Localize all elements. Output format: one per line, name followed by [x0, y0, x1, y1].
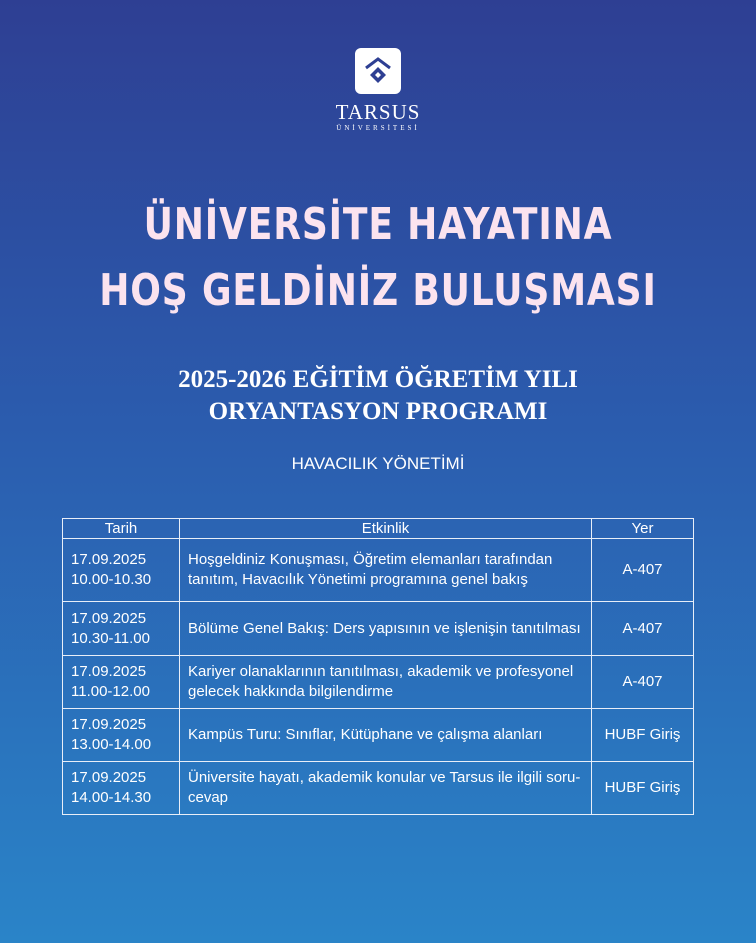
- header-event: Etkinlik: [180, 519, 592, 539]
- row-time: 13.00-14.00: [71, 736, 152, 753]
- date-cell: [63, 762, 180, 815]
- event-cell: Kampüs Turu: Sınıflar, Kütüphane ve çalışma alanları: [180, 709, 592, 762]
- place-cell: A-407: [592, 602, 694, 656]
- header-date: Tarih: [63, 519, 180, 539]
- place-cell: HUBF Giriş: [592, 709, 694, 762]
- table-row: [63, 602, 694, 656]
- row-date: 17.09.2025: [71, 663, 147, 680]
- program-subheading: [0, 364, 756, 428]
- row-date: 17.09.2025: [71, 551, 147, 568]
- place-cell: A-407: [592, 539, 694, 602]
- table-row: [63, 539, 694, 602]
- department-name: HAVACILIK YÖNETİMİ: [291, 454, 465, 473]
- table-header-row: [63, 519, 694, 539]
- schedule-table: [62, 518, 694, 815]
- row-time: 11.00-12.00: [71, 683, 150, 700]
- row-date: 17.09.2025: [71, 609, 147, 627]
- event-cell: Bölüme Genel Bakış: Ders yapısının ve işlenişin tanıtılması: [180, 602, 592, 656]
- table-row: [63, 762, 694, 815]
- row-date: 17.09.2025: [71, 769, 147, 786]
- header-place: Yer: [592, 519, 694, 539]
- row-time: 10.00-10.30: [71, 571, 152, 588]
- logo-subtitle: ÜNİVERSİTESİ: [336, 124, 420, 132]
- table-row: [63, 709, 694, 762]
- date-cell: [63, 602, 180, 656]
- headline-line-2: HOŞ GELDİNİZ BULUŞMASI: [99, 265, 657, 316]
- place-cell: HUBF Giriş: [592, 762, 694, 815]
- row-date: 17.09.2025: [71, 716, 147, 733]
- headline-line-1: ÜNİVERSİTE HAYATINA: [143, 199, 613, 250]
- event-headline: [68, 192, 688, 324]
- date-cell: [63, 539, 180, 602]
- row-time: 10.30-11.00: [71, 629, 150, 647]
- event-cell: Kariyer olanaklarının tanıtılması, akademik ve profesyonel gelecek hakkında bilgilendirme: [180, 656, 592, 709]
- university-logo: [0, 48, 756, 132]
- subheading-line-2: ORYANTASYON PROGRAMI: [208, 398, 548, 425]
- event-cell: Üniversite hayatı, akademik konular ve Tarsus ile ilgili soru-cevap: [180, 762, 592, 815]
- logo-name: TARSUS: [335, 100, 421, 124]
- date-cell: [63, 656, 180, 709]
- table-row: [63, 656, 694, 709]
- date-cell: [63, 709, 180, 762]
- logo-emblem-icon: [355, 48, 401, 94]
- subheading-line-1: 2025-2026 EĞİTİM ÖĞRETİM YILI: [178, 366, 578, 393]
- event-cell: Hoşgeldiniz Konuşması, Öğretim elemanları tarafından tanıtım, Havacılık Yönetimi programına genel bakış: [180, 539, 592, 602]
- row-time: 14.00-14.30: [71, 789, 152, 806]
- place-cell: A-407: [592, 656, 694, 709]
